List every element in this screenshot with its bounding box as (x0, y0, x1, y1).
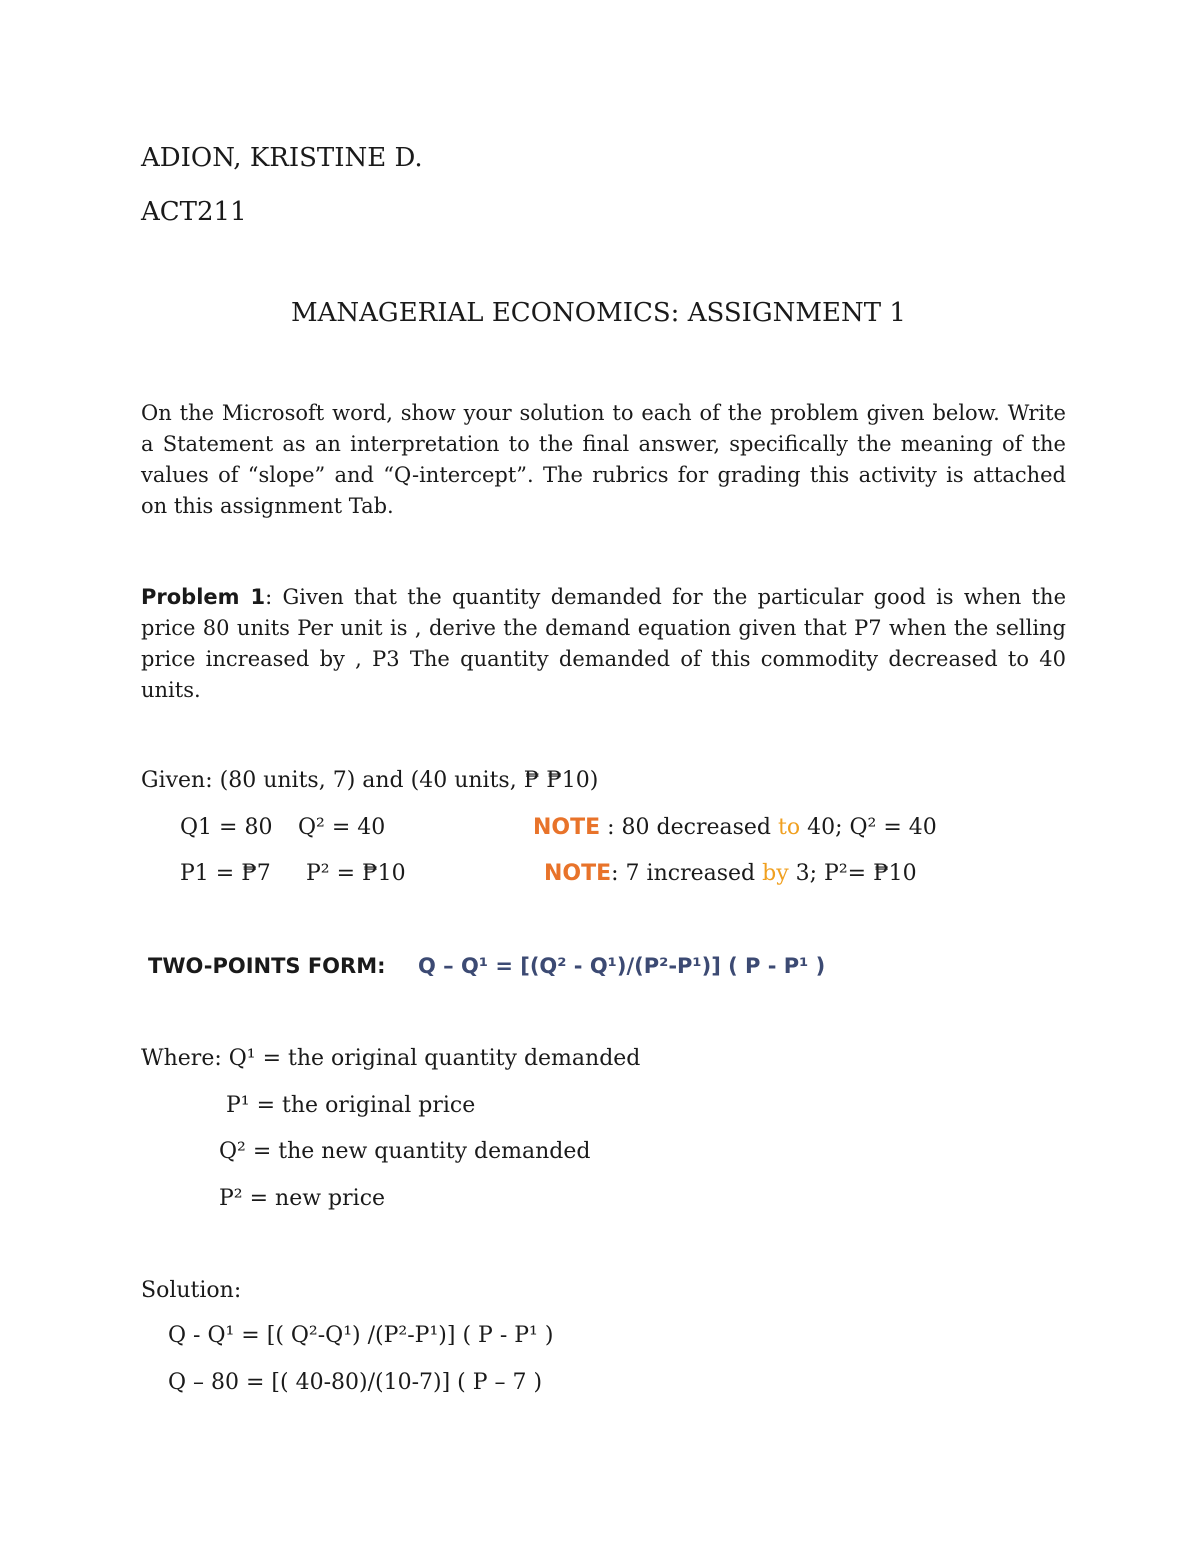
note-1-label: NOTE (533, 815, 601, 840)
where-line-2: P¹ = the original price (226, 1093, 476, 1118)
problem-label: Problem 1 (141, 585, 266, 609)
given-q2: Q² = 40 (298, 815, 386, 840)
where-line-3: Q² = the new quantity demanded (219, 1139, 591, 1164)
note-2-label: NOTE (544, 861, 612, 886)
note-2-text-b: by (762, 861, 789, 886)
problem-paragraph (141, 582, 1066, 706)
note-1-text-b: to (778, 815, 801, 840)
note-2-text-a: : 7 increased (611, 861, 763, 886)
solution-label: Solution: (141, 1278, 242, 1303)
note-2 (544, 863, 917, 885)
solution-step-2: Q – 80 = [( 40-80)/(10-7)] ( P – 7 ) (168, 1370, 543, 1395)
two-points-formula: Q – Q¹ = [(Q² - Q¹)/(P²-P¹)] ( P - P¹ ) (418, 954, 826, 978)
given-q1: Q1 = 80 (180, 815, 273, 840)
where-line-1: Where: Q¹ = the original quantity demanded (141, 1046, 641, 1071)
given-line: Given: (80 units, 7) and (40 units, ₱ ₱10) (141, 768, 599, 793)
course-code: ACT211 (141, 197, 247, 227)
solution-step-1: Q - Q¹ = [( Q²-Q¹) /(P²-P¹)] ( P - P¹ ) (168, 1323, 554, 1348)
assignment-title: MANAGERIAL ECONOMICS: ASSIGNMENT 1 (291, 298, 906, 328)
note-1-text-a: : 80 decreased (600, 815, 779, 840)
note-1-text-c: 40; Q² = 40 (800, 815, 937, 840)
given-p2: P² = ₱10 (306, 861, 406, 886)
instructions-paragraph: On the Microsoft word, show your solution to each of the problem given below. Write a Statement as an interpretation to the final answer, specifically the meaning of the values of “slope” and “Q-intercept”. The rubrics for grading this activity is attached on this assignment Tab. (141, 401, 1066, 518)
student-name: ADION, KRISTINE D. (141, 143, 423, 173)
note-1 (533, 817, 937, 839)
given-p1: P1 = ₱7 (180, 861, 271, 886)
note-2-text-c: 3; P²= ₱10 (788, 861, 917, 886)
two-points-label: TWO-POINTS FORM: (148, 954, 386, 978)
problem-text: : Given that the quantity demanded for the particular good is when the price 80 units Per unit is , derive the demand equation given that P7 when the selling price increased by , P3 The quantity demanded of this commodity decreased to 40 units. (141, 585, 1066, 702)
where-line-4: P² = new price (219, 1186, 386, 1211)
